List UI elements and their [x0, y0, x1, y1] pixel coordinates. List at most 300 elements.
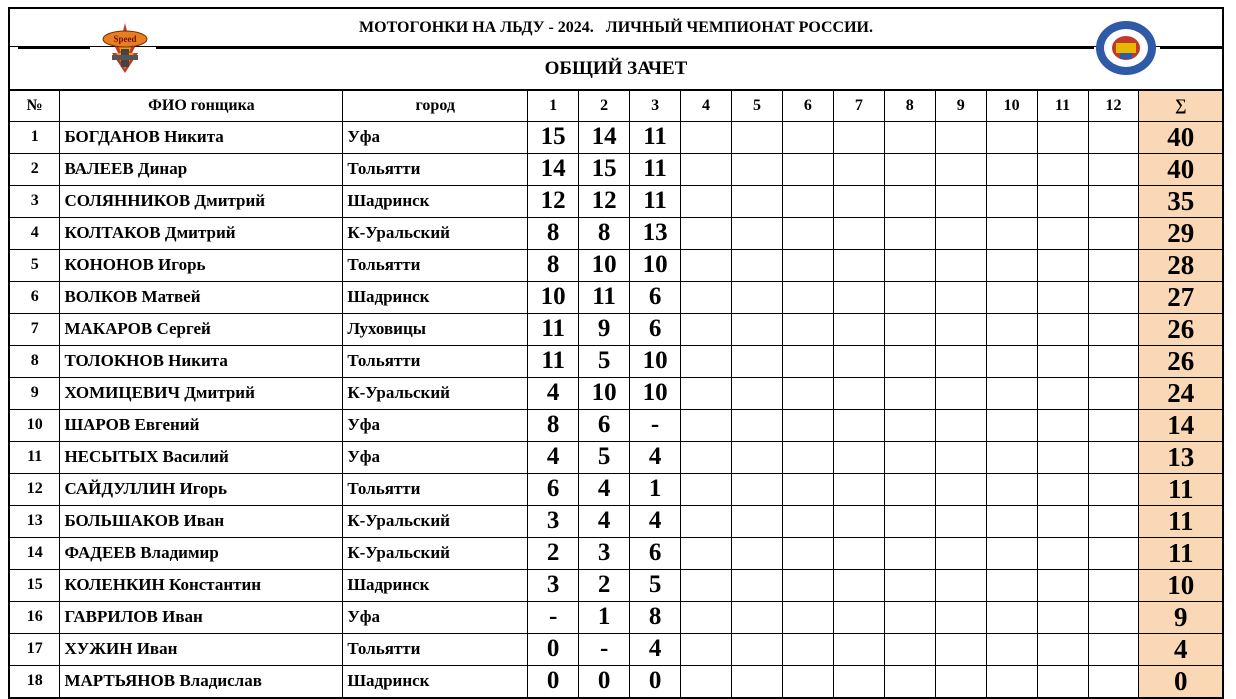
cell-city[interactable]: Луховицы: [343, 313, 528, 345]
cell-stage-8[interactable]: [884, 633, 935, 665]
cell-stage-2[interactable]: 10: [579, 377, 630, 409]
cell-total[interactable]: 29: [1139, 217, 1223, 249]
cell-stage-9[interactable]: [935, 153, 986, 185]
cell-stage-10[interactable]: [986, 345, 1037, 377]
cell-stage-6[interactable]: [782, 537, 833, 569]
cell-stage-6[interactable]: [782, 505, 833, 537]
cell-stage-4[interactable]: [681, 537, 732, 569]
cell-city[interactable]: Уфа: [343, 601, 528, 633]
cell-rider-name[interactable]: ХУЖИН Иван: [60, 633, 343, 665]
cell-stage-3[interactable]: 4: [630, 505, 681, 537]
cell-stage-1[interactable]: 4: [528, 377, 579, 409]
cell-number[interactable]: 17: [9, 633, 60, 665]
cell-stage-10[interactable]: [986, 601, 1037, 633]
cell-stage-1[interactable]: 14: [528, 153, 579, 185]
cell-stage-10[interactable]: [986, 153, 1037, 185]
cell-city[interactable]: К-Уральский: [343, 537, 528, 569]
cell-city[interactable]: Тольятти: [343, 473, 528, 505]
cell-stage-4[interactable]: [681, 409, 732, 441]
cell-stage-6[interactable]: [782, 569, 833, 601]
cell-stage-7[interactable]: [833, 537, 884, 569]
cell-stage-7[interactable]: [833, 217, 884, 249]
cell-rider-name[interactable]: ВАЛЕЕВ Динар: [60, 153, 343, 185]
cell-city[interactable]: Тольятти: [343, 153, 528, 185]
cell-stage-9[interactable]: [935, 601, 986, 633]
cell-city[interactable]: Уфа: [343, 441, 528, 473]
cell-stage-3[interactable]: 6: [630, 537, 681, 569]
cell-number[interactable]: 12: [9, 473, 60, 505]
cell-stage-1[interactable]: 0: [528, 665, 579, 698]
cell-stage-12[interactable]: [1088, 633, 1139, 665]
cell-total[interactable]: 40: [1139, 153, 1223, 185]
cell-stage-10[interactable]: [986, 569, 1037, 601]
cell-stage-3[interactable]: 10: [630, 345, 681, 377]
cell-stage-7[interactable]: [833, 153, 884, 185]
cell-total[interactable]: 14: [1139, 409, 1223, 441]
cell-city[interactable]: Шадринск: [343, 281, 528, 313]
cell-stage-10[interactable]: [986, 505, 1037, 537]
cell-stage-12[interactable]: [1088, 665, 1139, 698]
cell-number[interactable]: 3: [9, 185, 60, 217]
cell-stage-12[interactable]: [1088, 537, 1139, 569]
cell-stage-5[interactable]: [731, 153, 782, 185]
cell-rider-name[interactable]: БОЛЬШАКОВ Иван: [60, 505, 343, 537]
cell-city[interactable]: Тольятти: [343, 345, 528, 377]
cell-stage-11[interactable]: [1037, 569, 1088, 601]
cell-stage-3[interactable]: 4: [630, 441, 681, 473]
cell-stage-9[interactable]: [935, 505, 986, 537]
cell-stage-11[interactable]: [1037, 153, 1088, 185]
cell-stage-2[interactable]: 5: [579, 441, 630, 473]
cell-stage-1[interactable]: 4: [528, 441, 579, 473]
cell-stage-1[interactable]: 15: [528, 121, 579, 153]
cell-number[interactable]: 9: [9, 377, 60, 409]
cell-stage-12[interactable]: [1088, 153, 1139, 185]
cell-stage-10[interactable]: [986, 281, 1037, 313]
cell-total[interactable]: 0: [1139, 665, 1223, 698]
cell-stage-8[interactable]: [884, 249, 935, 281]
cell-stage-7[interactable]: [833, 377, 884, 409]
cell-number[interactable]: 4: [9, 217, 60, 249]
cell-rider-name[interactable]: ФАДЕЕВ Владимир: [60, 537, 343, 569]
cell-stage-11[interactable]: [1037, 505, 1088, 537]
cell-stage-4[interactable]: [681, 377, 732, 409]
cell-stage-3[interactable]: 13: [630, 217, 681, 249]
cell-stage-4[interactable]: [681, 505, 732, 537]
cell-stage-3[interactable]: 1: [630, 473, 681, 505]
cell-stage-10[interactable]: [986, 249, 1037, 281]
cell-stage-9[interactable]: [935, 217, 986, 249]
table-row: [9, 249, 1223, 281]
cell-stage-6[interactable]: [782, 409, 833, 441]
cell-stage-3[interactable]: 10: [630, 249, 681, 281]
cell-stage-3[interactable]: 11: [630, 185, 681, 217]
cell-stage-7[interactable]: [833, 601, 884, 633]
cell-stage-8[interactable]: [884, 601, 935, 633]
cell-stage-6[interactable]: [782, 633, 833, 665]
cell-stage-8[interactable]: [884, 153, 935, 185]
cell-stage-1[interactable]: 3: [528, 569, 579, 601]
cell-stage-8[interactable]: [884, 505, 935, 537]
table-row: [9, 121, 1223, 153]
cell-stage-1[interactable]: 11: [528, 345, 579, 377]
cell-stage-11[interactable]: [1037, 601, 1088, 633]
cell-stage-12[interactable]: [1088, 185, 1139, 217]
cell-stage-12[interactable]: [1088, 569, 1139, 601]
column-header-stage-6: 6: [782, 90, 833, 121]
cell-stage-2[interactable]: 4: [579, 473, 630, 505]
cell-stage-2[interactable]: 10: [579, 249, 630, 281]
cell-stage-9[interactable]: [935, 313, 986, 345]
cell-rider-name[interactable]: КОЛТАКОВ Дмитрий: [60, 217, 343, 249]
cell-stage-1[interactable]: 6: [528, 473, 579, 505]
cell-stage-9[interactable]: [935, 377, 986, 409]
cell-stage-7[interactable]: [833, 313, 884, 345]
cell-stage-4[interactable]: [681, 185, 732, 217]
cell-total[interactable]: 26: [1139, 313, 1223, 345]
cell-stage-3[interactable]: 6: [630, 313, 681, 345]
cell-stage-5[interactable]: [731, 505, 782, 537]
cell-stage-8[interactable]: [884, 121, 935, 153]
cell-stage-1[interactable]: 11: [528, 313, 579, 345]
cell-stage-11[interactable]: [1037, 441, 1088, 473]
cell-stage-6[interactable]: [782, 665, 833, 698]
cell-stage-10[interactable]: [986, 441, 1037, 473]
column-header-name: ФИО гонщика: [60, 90, 343, 121]
cell-stage-2[interactable]: 12: [579, 185, 630, 217]
cell-stage-11[interactable]: [1037, 409, 1088, 441]
cell-stage-2[interactable]: 9: [579, 313, 630, 345]
cell-stage-3[interactable]: 0: [630, 665, 681, 698]
cell-stage-10[interactable]: [986, 409, 1037, 441]
cell-stage-1[interactable]: 2: [528, 537, 579, 569]
cell-stage-9[interactable]: [935, 441, 986, 473]
cell-stage-2[interactable]: 4: [579, 505, 630, 537]
cell-stage-4[interactable]: [681, 121, 732, 153]
cell-stage-6[interactable]: [782, 345, 833, 377]
cell-number[interactable]: 16: [9, 601, 60, 633]
cell-stage-2[interactable]: -: [579, 633, 630, 665]
cell-stage-6[interactable]: [782, 313, 833, 345]
cell-stage-6[interactable]: [782, 121, 833, 153]
cell-stage-12[interactable]: [1088, 473, 1139, 505]
cell-stage-11[interactable]: [1037, 665, 1088, 698]
cell-city[interactable]: Тольятти: [343, 249, 528, 281]
cell-stage-6[interactable]: [782, 377, 833, 409]
cell-stage-5[interactable]: [731, 249, 782, 281]
cell-stage-1[interactable]: 8: [528, 409, 579, 441]
cell-stage-2[interactable]: 5: [579, 345, 630, 377]
cell-stage-8[interactable]: [884, 281, 935, 313]
cell-rider-name[interactable]: САЙДУЛЛИН Игорь: [60, 473, 343, 505]
cell-stage-12[interactable]: [1088, 313, 1139, 345]
cell-stage-10[interactable]: [986, 665, 1037, 698]
cell-total[interactable]: 11: [1139, 537, 1223, 569]
cell-stage-6[interactable]: [782, 153, 833, 185]
table-row: [9, 505, 1223, 537]
cell-stage-12[interactable]: [1088, 121, 1139, 153]
cell-stage-7[interactable]: [833, 441, 884, 473]
cell-stage-5[interactable]: [731, 281, 782, 313]
cell-stage-11[interactable]: [1037, 249, 1088, 281]
cell-city[interactable]: К-Уральский: [343, 377, 528, 409]
cell-stage-8[interactable]: [884, 409, 935, 441]
cell-stage-11[interactable]: [1037, 185, 1088, 217]
cell-total[interactable]: 10: [1139, 569, 1223, 601]
cell-stage-5[interactable]: [731, 665, 782, 698]
table-row: [9, 569, 1223, 601]
cell-stage-7[interactable]: [833, 409, 884, 441]
cell-stage-8[interactable]: [884, 473, 935, 505]
cell-city[interactable]: Уфа: [343, 121, 528, 153]
cell-stage-3[interactable]: 5: [630, 569, 681, 601]
cell-stage-11[interactable]: [1037, 121, 1088, 153]
cell-total[interactable]: 35: [1139, 185, 1223, 217]
cell-stage-5[interactable]: [731, 217, 782, 249]
cell-stage-5[interactable]: [731, 345, 782, 377]
cell-stage-2[interactable]: 0: [579, 665, 630, 698]
cell-stage-10[interactable]: [986, 377, 1037, 409]
cell-stage-6[interactable]: [782, 249, 833, 281]
cell-stage-2[interactable]: 14: [579, 121, 630, 153]
cell-number[interactable]: 2: [9, 153, 60, 185]
cell-stage-3[interactable]: 8: [630, 601, 681, 633]
cell-stage-4[interactable]: [681, 569, 732, 601]
cell-rider-name[interactable]: ВОЛКОВ Матвей: [60, 281, 343, 313]
column-header-stage-5: 5: [731, 90, 782, 121]
cell-stage-5[interactable]: [731, 441, 782, 473]
cell-stage-2[interactable]: 15: [579, 153, 630, 185]
cell-stage-11[interactable]: [1037, 345, 1088, 377]
column-header-stage-12: 12: [1088, 90, 1139, 121]
cell-stage-2[interactable]: 3: [579, 537, 630, 569]
cell-stage-8[interactable]: [884, 569, 935, 601]
cell-rider-name[interactable]: МАКАРОВ Сергей: [60, 313, 343, 345]
cell-stage-5[interactable]: [731, 185, 782, 217]
cell-stage-9[interactable]: [935, 345, 986, 377]
cell-total[interactable]: 27: [1139, 281, 1223, 313]
cell-stage-1[interactable]: -: [528, 601, 579, 633]
cell-stage-10[interactable]: [986, 313, 1037, 345]
cell-stage-5[interactable]: [731, 633, 782, 665]
cell-stage-9[interactable]: [935, 569, 986, 601]
cell-stage-5[interactable]: [731, 601, 782, 633]
cell-city[interactable]: Шадринск: [343, 665, 528, 698]
cell-stage-7[interactable]: [833, 473, 884, 505]
cell-number[interactable]: 1: [9, 121, 60, 153]
cell-rider-name[interactable]: ШАРОВ Евгений: [60, 409, 343, 441]
cell-stage-10[interactable]: [986, 185, 1037, 217]
cell-stage-5[interactable]: [731, 377, 782, 409]
cell-stage-5[interactable]: [731, 121, 782, 153]
cell-total[interactable]: 24: [1139, 377, 1223, 409]
cell-stage-10[interactable]: [986, 633, 1037, 665]
cell-stage-1[interactable]: 12: [528, 185, 579, 217]
cell-stage-9[interactable]: [935, 249, 986, 281]
cell-number[interactable]: 14: [9, 537, 60, 569]
cell-stage-4[interactable]: [681, 345, 732, 377]
cell-stage-8[interactable]: [884, 217, 935, 249]
cell-total[interactable]: 40: [1139, 121, 1223, 153]
cell-total[interactable]: 4: [1139, 633, 1223, 665]
cell-city[interactable]: Уфа: [343, 409, 528, 441]
cell-stage-1[interactable]: 10: [528, 281, 579, 313]
cell-stage-7[interactable]: [833, 665, 884, 698]
cell-stage-6[interactable]: [782, 281, 833, 313]
cell-stage-9[interactable]: [935, 121, 986, 153]
cell-stage-3[interactable]: 11: [630, 121, 681, 153]
cell-stage-9[interactable]: [935, 473, 986, 505]
cell-stage-8[interactable]: [884, 377, 935, 409]
table-row: [9, 313, 1223, 345]
cell-stage-5[interactable]: [731, 409, 782, 441]
cell-number[interactable]: 8: [9, 345, 60, 377]
cell-stage-11[interactable]: [1037, 217, 1088, 249]
cell-stage-2[interactable]: 11: [579, 281, 630, 313]
cell-rider-name[interactable]: ТОЛОКНОВ Никита: [60, 345, 343, 377]
cell-stage-9[interactable]: [935, 281, 986, 313]
cell-number[interactable]: 15: [9, 569, 60, 601]
cell-stage-10[interactable]: [986, 217, 1037, 249]
cell-stage-3[interactable]: 11: [630, 153, 681, 185]
cell-city[interactable]: Шадринск: [343, 185, 528, 217]
cell-number[interactable]: 11: [9, 441, 60, 473]
cell-stage-2[interactable]: 1: [579, 601, 630, 633]
cell-stage-11[interactable]: [1037, 473, 1088, 505]
cell-stage-4[interactable]: [681, 281, 732, 313]
cell-stage-11[interactable]: [1037, 313, 1088, 345]
cell-number[interactable]: 18: [9, 665, 60, 698]
cell-number[interactable]: 7: [9, 313, 60, 345]
cell-number[interactable]: 6: [9, 281, 60, 313]
cell-stage-7[interactable]: [833, 505, 884, 537]
cell-number[interactable]: 5: [9, 249, 60, 281]
cell-stage-10[interactable]: [986, 537, 1037, 569]
table-row: [9, 185, 1223, 217]
cell-stage-5[interactable]: [731, 313, 782, 345]
cell-stage-3[interactable]: 6: [630, 281, 681, 313]
cell-stage-1[interactable]: 8: [528, 217, 579, 249]
cell-stage-12[interactable]: [1088, 281, 1139, 313]
cell-stage-6[interactable]: [782, 441, 833, 473]
cell-stage-6[interactable]: [782, 185, 833, 217]
cell-stage-4[interactable]: [681, 249, 732, 281]
cell-rider-name[interactable]: ГАВРИЛОВ Иван: [60, 601, 343, 633]
cell-rider-name[interactable]: БОГДАНОВ Никита: [60, 121, 343, 153]
cell-stage-5[interactable]: [731, 537, 782, 569]
cell-stage-8[interactable]: [884, 313, 935, 345]
cell-stage-12[interactable]: [1088, 377, 1139, 409]
cell-stage-1[interactable]: 8: [528, 249, 579, 281]
cell-stage-11[interactable]: [1037, 281, 1088, 313]
cell-stage-9[interactable]: [935, 409, 986, 441]
cell-total[interactable]: 13: [1139, 441, 1223, 473]
cell-rider-name[interactable]: СОЛЯННИКОВ Дмитрий: [60, 185, 343, 217]
cell-stage-12[interactable]: [1088, 249, 1139, 281]
cell-stage-4[interactable]: [681, 313, 732, 345]
cell-stage-7[interactable]: [833, 249, 884, 281]
cell-total[interactable]: 11: [1139, 505, 1223, 537]
cell-number[interactable]: 10: [9, 409, 60, 441]
cell-stage-12[interactable]: [1088, 505, 1139, 537]
cell-rider-name[interactable]: ХОМИЦЕВИЧ Дмитрий: [60, 377, 343, 409]
cell-city[interactable]: Тольятти: [343, 633, 528, 665]
cell-stage-8[interactable]: [884, 665, 935, 698]
cell-city[interactable]: К-Уральский: [343, 217, 528, 249]
table-row: [9, 345, 1223, 377]
cell-stage-4[interactable]: [681, 601, 732, 633]
cell-stage-10[interactable]: [986, 121, 1037, 153]
cell-stage-7[interactable]: [833, 633, 884, 665]
cell-stage-6[interactable]: [782, 601, 833, 633]
cell-stage-8[interactable]: [884, 185, 935, 217]
cell-stage-2[interactable]: 6: [579, 409, 630, 441]
cell-stage-4[interactable]: [681, 473, 732, 505]
cell-stage-1[interactable]: 0: [528, 633, 579, 665]
cell-total[interactable]: 11: [1139, 473, 1223, 505]
cell-stage-7[interactable]: [833, 185, 884, 217]
cell-total[interactable]: 26: [1139, 345, 1223, 377]
cell-total[interactable]: 28: [1139, 249, 1223, 281]
cell-stage-2[interactable]: 8: [579, 217, 630, 249]
cell-stage-6[interactable]: [782, 473, 833, 505]
cell-stage-4[interactable]: [681, 441, 732, 473]
cell-stage-11[interactable]: [1037, 537, 1088, 569]
cell-city[interactable]: Шадринск: [343, 569, 528, 601]
cell-stage-7[interactable]: [833, 345, 884, 377]
cell-stage-6[interactable]: [782, 217, 833, 249]
cell-stage-3[interactable]: 10: [630, 377, 681, 409]
cell-stage-12[interactable]: [1088, 217, 1139, 249]
cell-stage-9[interactable]: [935, 537, 986, 569]
cell-stage-5[interactable]: [731, 473, 782, 505]
cell-stage-8[interactable]: [884, 537, 935, 569]
cell-stage-8[interactable]: [884, 345, 935, 377]
cell-stage-7[interactable]: [833, 121, 884, 153]
cell-stage-4[interactable]: [681, 665, 732, 698]
cell-total[interactable]: 9: [1139, 601, 1223, 633]
cell-stage-1[interactable]: 3: [528, 505, 579, 537]
cell-stage-11[interactable]: [1037, 377, 1088, 409]
cell-stage-5[interactable]: [731, 569, 782, 601]
cell-stage-3[interactable]: -: [630, 409, 681, 441]
title-row: [8, 7, 1224, 47]
cell-stage-4[interactable]: [681, 217, 732, 249]
cell-stage-4[interactable]: [681, 633, 732, 665]
cell-stage-8[interactable]: [884, 441, 935, 473]
cell-stage-9[interactable]: [935, 185, 986, 217]
cell-stage-11[interactable]: [1037, 633, 1088, 665]
cell-stage-12[interactable]: [1088, 345, 1139, 377]
cell-stage-12[interactable]: [1088, 441, 1139, 473]
cell-rider-name[interactable]: НЕСЫТЫХ Василий: [60, 441, 343, 473]
cell-stage-12[interactable]: [1088, 601, 1139, 633]
cell-stage-10[interactable]: [986, 473, 1037, 505]
cell-stage-9[interactable]: [935, 633, 986, 665]
cell-stage-3[interactable]: 4: [630, 633, 681, 665]
cell-stage-12[interactable]: [1088, 409, 1139, 441]
cell-stage-7[interactable]: [833, 281, 884, 313]
cell-city[interactable]: К-Уральский: [343, 505, 528, 537]
cell-stage-7[interactable]: [833, 569, 884, 601]
cell-rider-name[interactable]: КОЛЕНКИН Константин: [60, 569, 343, 601]
cell-rider-name[interactable]: МАРТЬЯНОВ Владислав: [60, 665, 343, 698]
cell-stage-4[interactable]: [681, 153, 732, 185]
cell-number[interactable]: 13: [9, 505, 60, 537]
cell-rider-name[interactable]: КОНОНОВ Игорь: [60, 249, 343, 281]
cell-stage-2[interactable]: 2: [579, 569, 630, 601]
cell-stage-9[interactable]: [935, 665, 986, 698]
